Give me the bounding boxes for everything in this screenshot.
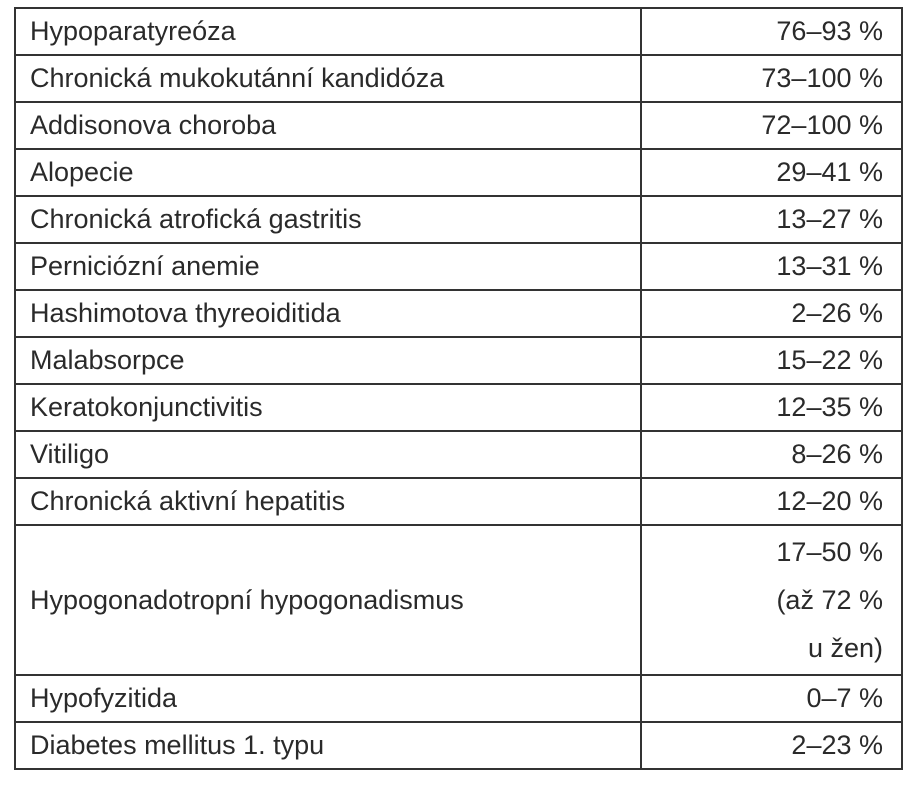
prevalence-value: 2–26 % xyxy=(641,290,902,337)
disease-name: Hypoparatyreóza xyxy=(15,8,641,55)
prevalence-value: 29–41 % xyxy=(641,149,902,196)
table-row xyxy=(15,149,902,196)
disease-name: Malabsorpce xyxy=(15,337,641,384)
disease-name: Diabetes mellitus 1. typu xyxy=(15,722,641,769)
table-row xyxy=(15,525,902,675)
prevalence-value-line: (až 72 % xyxy=(776,585,883,615)
disease-name: Chronická mukokutánní kandidóza xyxy=(15,55,641,102)
table-row xyxy=(15,243,902,290)
prevalence-value: 13–27 % xyxy=(641,196,902,243)
table-row xyxy=(15,337,902,384)
table-row xyxy=(15,196,902,243)
prevalence-value-line: 17–50 % xyxy=(776,537,883,567)
disease-name: Hashimotova thyreoiditida xyxy=(15,290,641,337)
table-row xyxy=(15,478,902,525)
prevalence-value: 12–35 % xyxy=(641,384,902,431)
table-row xyxy=(15,8,902,55)
table-row xyxy=(15,102,902,149)
table-row xyxy=(15,722,902,769)
prevalence-value: 0–7 % xyxy=(641,675,902,722)
disease-name: Hypofyzitida xyxy=(15,675,641,722)
prevalence-table-container xyxy=(14,7,901,770)
prevalence-value: 73–100 % xyxy=(641,55,902,102)
table-row xyxy=(15,290,902,337)
prevalence-value: 13–31 % xyxy=(641,243,902,290)
prevalence-value: 8–26 % xyxy=(641,431,902,478)
disease-name: Perniciózní anemie xyxy=(15,243,641,290)
table-row xyxy=(15,675,902,722)
disease-name: Addisonova choroba xyxy=(15,102,641,149)
table-row xyxy=(15,431,902,478)
table-row xyxy=(15,384,902,431)
prevalence-value: 15–22 % xyxy=(641,337,902,384)
prevalence-value-line: u žen) xyxy=(807,633,883,663)
prevalence-table xyxy=(14,7,903,770)
disease-name: Alopecie xyxy=(15,149,641,196)
prevalence-value: 76–93 % xyxy=(641,8,902,55)
disease-name: Keratokonjunctivitis xyxy=(15,384,641,431)
disease-name: Vitiligo xyxy=(15,431,641,478)
prevalence-value: 72–100 % xyxy=(641,102,902,149)
disease-name: Chronická aktivní hepatitis xyxy=(15,478,641,525)
prevalence-value: 12–20 % xyxy=(641,478,902,525)
table-row xyxy=(15,55,902,102)
prevalence-value: 2–23 % xyxy=(641,722,902,769)
disease-name: Chronická atrofická gastritis xyxy=(15,196,641,243)
disease-name: Hypogonadotropní hypogonadismus xyxy=(15,525,641,675)
prevalence-value xyxy=(641,525,902,675)
